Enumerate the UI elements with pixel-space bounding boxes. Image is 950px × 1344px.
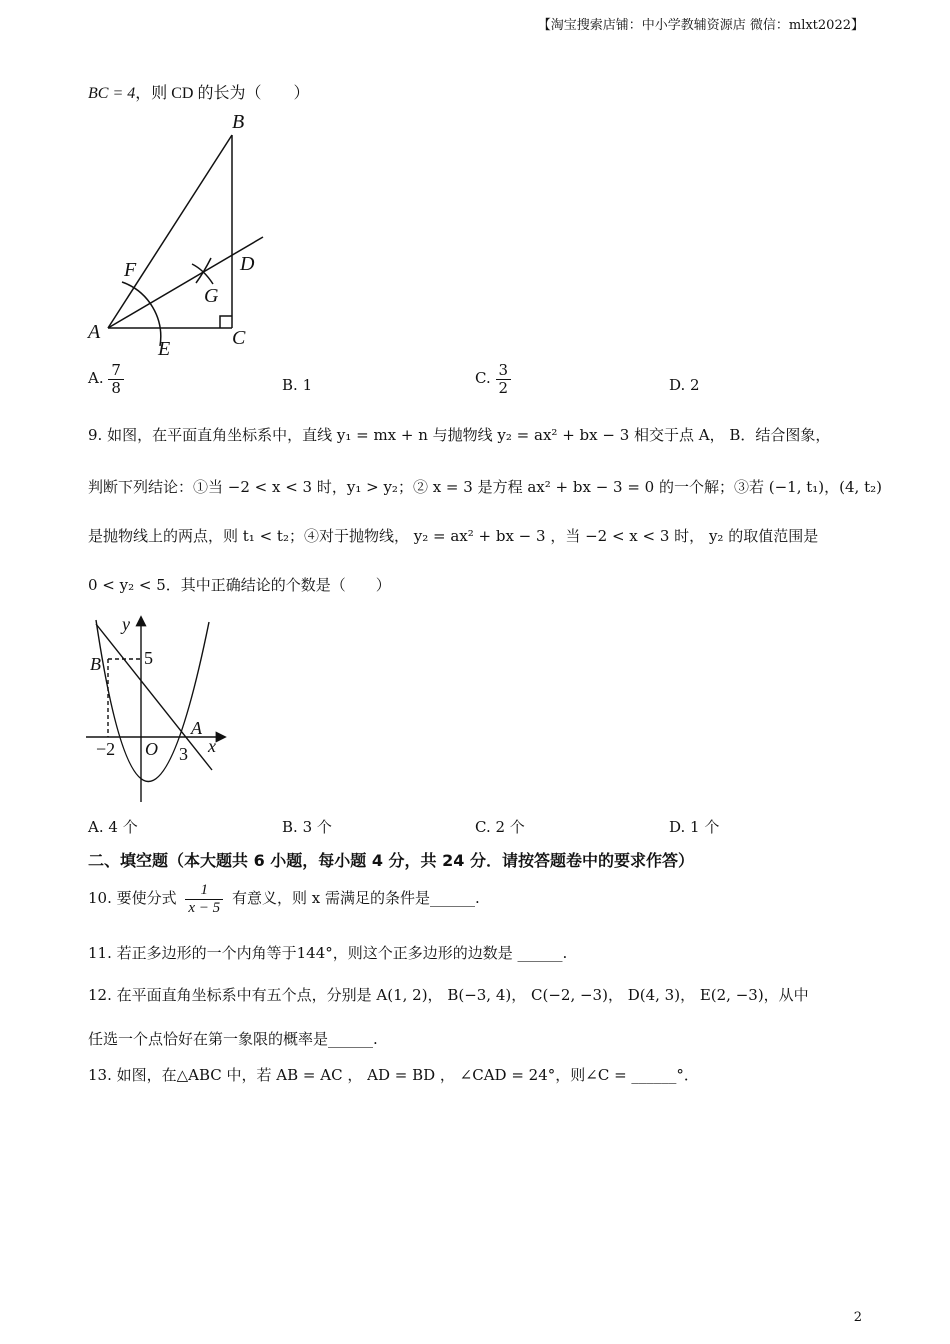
label-D: D (240, 253, 255, 275)
label-neg2: −2 (96, 739, 116, 759)
q9-graph-figure (84, 612, 234, 807)
bisector-line (108, 237, 263, 328)
label-3: 3 (179, 744, 188, 764)
q9-line-4: 0 < y₂ < 5．其中正确结论的个数是（ ） (88, 576, 391, 594)
label-5: 5 (144, 648, 153, 668)
q8-stem (88, 80, 309, 103)
q8-option-c: C. $\frac{3}{2}$ (475, 362, 511, 396)
label-B: B (90, 654, 101, 674)
q10: 10. 要使分式 $\frac{1}{x - 5}$ 有意义，则 x 需满足的条件是______. (88, 882, 480, 916)
label-G: G (204, 285, 219, 307)
q13: 13. 如图，在△ABC 中，若 AB = AC ， AD = BD ， ∠CAD = 24°，则∠C = ______°． (88, 1066, 699, 1084)
q10-prefix: 10. 要使分式 (88, 889, 177, 907)
q12-line-2: 任选一个点恰好在第一象限的概率是______. (88, 1030, 378, 1048)
q9-option-c: C. 2 个 (475, 818, 525, 836)
q9-line-1: 9. 如图，在平面直角坐标系中，直线 y₁ = mx + n 与抛物线 y₂ = ax² + bx − 3 相交于点 A， B．结合图象， (88, 426, 831, 444)
arc-FE (122, 282, 161, 346)
page-header: 【淘宝搜索店铺：中小学教辅资源店 微信：mlxt2022】 (537, 18, 864, 33)
q9-option-d: D. 1 个 (669, 818, 720, 836)
label-E: E (158, 338, 171, 360)
q8-option-a: A. $\frac{7}{8}$ (88, 362, 124, 396)
label-A: A (88, 321, 101, 343)
label-O: O (145, 739, 158, 759)
q8-option-b: B. 1 (282, 376, 313, 394)
q10-suffix: 有意义，则 x 需满足的条件是______. (231, 889, 480, 907)
right-angle-mark (220, 316, 232, 328)
q9-option-b: B. 3 个 (282, 818, 332, 836)
label-x: x (208, 736, 216, 756)
q8-stem-tail: ，则 CD 的长为（ ） (135, 85, 310, 102)
q11: 11. 若正多边形的一个内角等于144°，则这个正多边形的边数是 ______. (88, 944, 568, 962)
page-number: 2 (853, 1310, 862, 1325)
label-C: C (232, 327, 246, 349)
q9-line-2: 判断下列结论：①当 −2 < x < 3 时，y₁ > y₂；② x = 3 是方程 ax² + bx − 3 = 0 的一个解；③若 (−1, t₁)，(4, t₂) (88, 478, 882, 496)
section-2-heading: 二、填空题（本大题共 6 小题，每小题 4 分，共 24 分．请按答题卷中的要求作答） (88, 851, 694, 870)
q12-line-1: 12. 在平面直角坐标系中有五个点，分别是 A(1, 2)， B(−3, 4)， C(−2, −3)， D(4, 3)， E(2, −3)，从中 (88, 986, 809, 1004)
q9-line-3: 是抛物线上的两点，则 t₁ < t₂；④对于抛物线， y₂ = ax² + bx − 3 ，当 −2 < x < 3 时， y₂ 的取值范围是 (88, 527, 819, 545)
q8-triangle-figure (80, 108, 280, 363)
label-A: A (191, 718, 202, 738)
q9-option-a: A. 4 个 (88, 818, 138, 836)
q8-given: BC = 4 (88, 85, 136, 102)
q8-option-d: D. 2 (669, 376, 700, 394)
label-y: y (122, 614, 130, 634)
label-F: F (124, 259, 137, 281)
label-B: B (232, 111, 245, 133)
